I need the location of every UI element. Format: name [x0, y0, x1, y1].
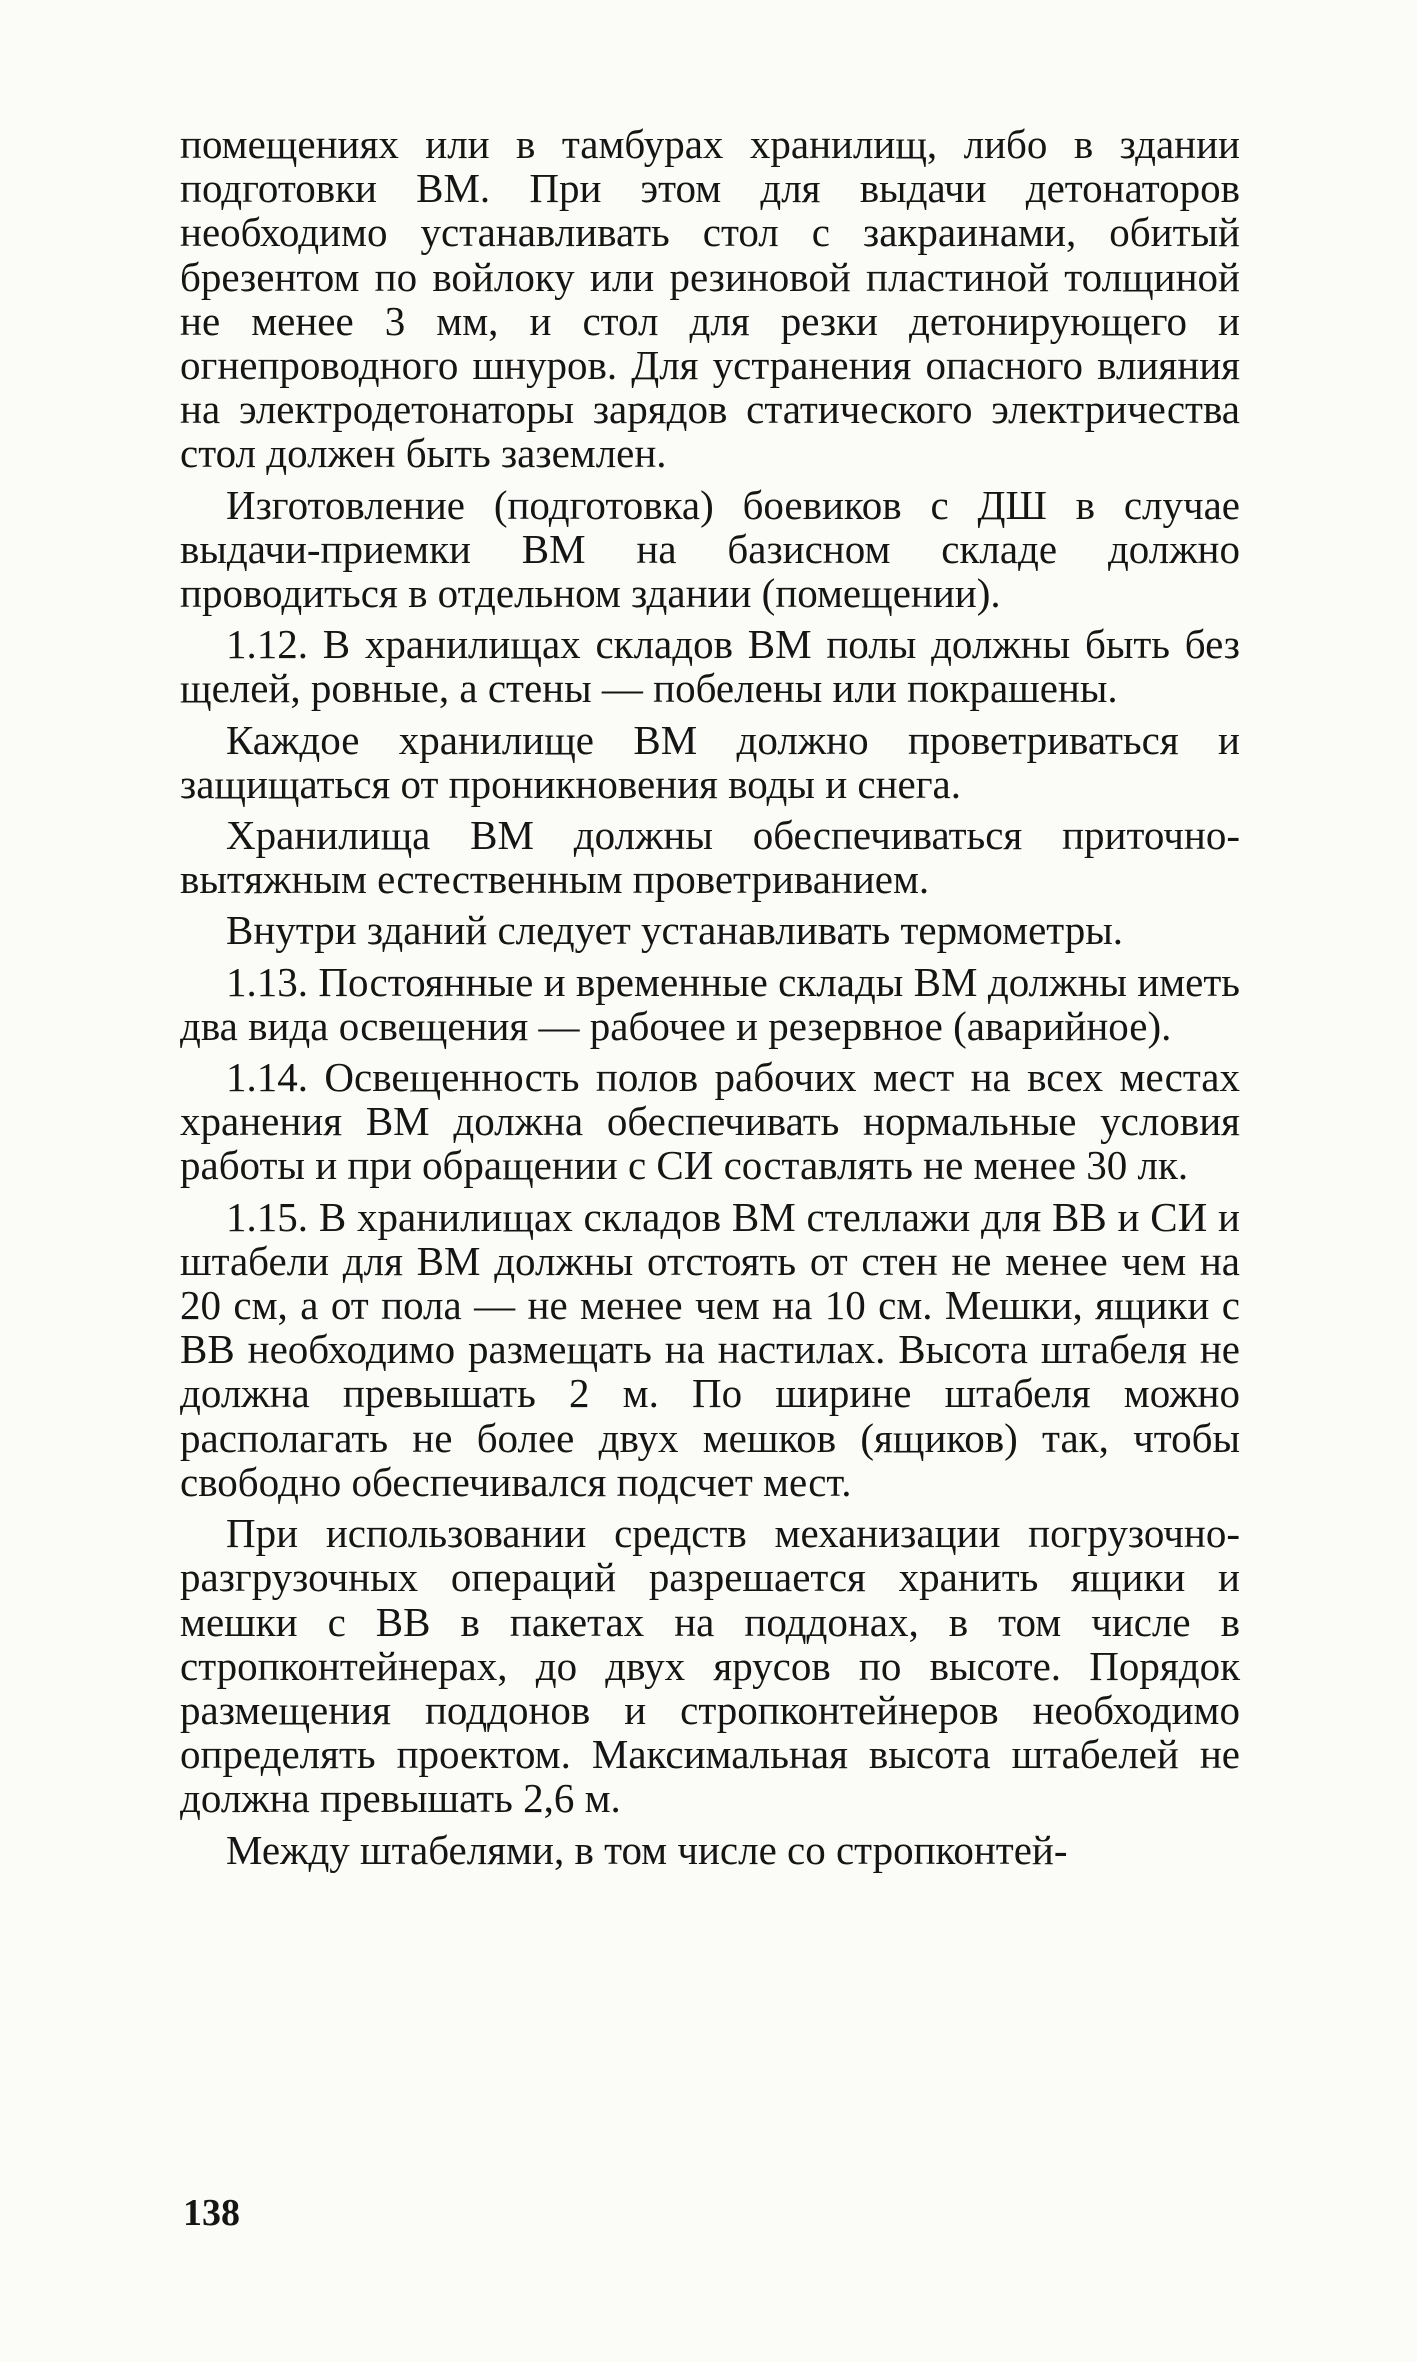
paragraph-1-12: 1.12. В хранилищах складов ВМ полы должны быть без щелей, ровные, а стены — побелены или покрашены.	[180, 621, 1240, 712]
paragraph-1-15: 1.15. В хранилищах складов ВМ стеллажи для ВВ и СИ и штабели для ВМ должны отстоять от стен не менее чем на 20 см, а от пола — не менее чем на 10 см. Мешки, ящики с ВВ необходимо размещать на настилах. Высота штабеля не должна превышать 2 м. По ширине штабеля можно располагать не более двух мешков (ящиков) так, чтобы свободно обеспечивался подсчет мест.	[180, 1193, 1240, 1505]
paragraph-between-stacks: Между штабелями, в том числе со стропконтей-	[226, 1826, 1068, 1873]
paragraph-boosters: Изготовление (подготовка) боевиков с ДШ в случае выдачи-приемки ВМ на базисном складе должно проводиться в отдельном здании (помещении).	[180, 481, 1240, 617]
page-number: 138	[183, 2192, 240, 2234]
paragraph-supply-exhaust: Хранилища ВМ должны обеспечиваться приточно-вытяжным естественным проветриванием.	[180, 812, 1240, 903]
paragraph-mechanization: При использовании средств механизации погрузочно-разгрузочных операций разрешается хранить ящики и мешки с ВВ в пакетах на поддонах, в том числе в стропконтейнерах, до двух ярусов по высоте. Порядок размещения поддонов и стропконтейнеров необходимо определять проектом. Максимальная высота штабелей не должна превышать 2,6 м.	[180, 1510, 1240, 1822]
paragraph-ventilation: Каждое хранилище ВМ должно проветриваться и защищаться от проникновения воды и снега.	[180, 716, 1240, 807]
paragraph-thermometers: Внутри зданий следует устанавливать термометры.	[226, 907, 1123, 954]
paragraph-1-14: 1.14. Освещенность полов рабочих мест на всех местах хранения ВМ должна обеспечивать нормальные условия работы и при обращении с СИ составлять не менее 30 лк.	[180, 1054, 1240, 1189]
body-text	[180, 122, 1240, 1879]
paragraph-1-13: 1.13. Постоянные и временные склады ВМ должны иметь два вида освещения — рабочее и резервное (аварийное).	[180, 958, 1240, 1049]
paragraph-continuation: помещениях или в тамбурах хранилищ, либо в здании подготовки ВМ. При этом для выдачи детонаторов необходимо устанавливать стол с закраинами, обитый брезентом по войлоку или резиновой пластиной толщиной не менее 3 мм, и стол для резки детонирующего и огнепроводного шнуров. Для устранения опасного влияния на электродетонаторы зарядов статического электричества стол должен быть заземлен.	[180, 121, 1240, 477]
